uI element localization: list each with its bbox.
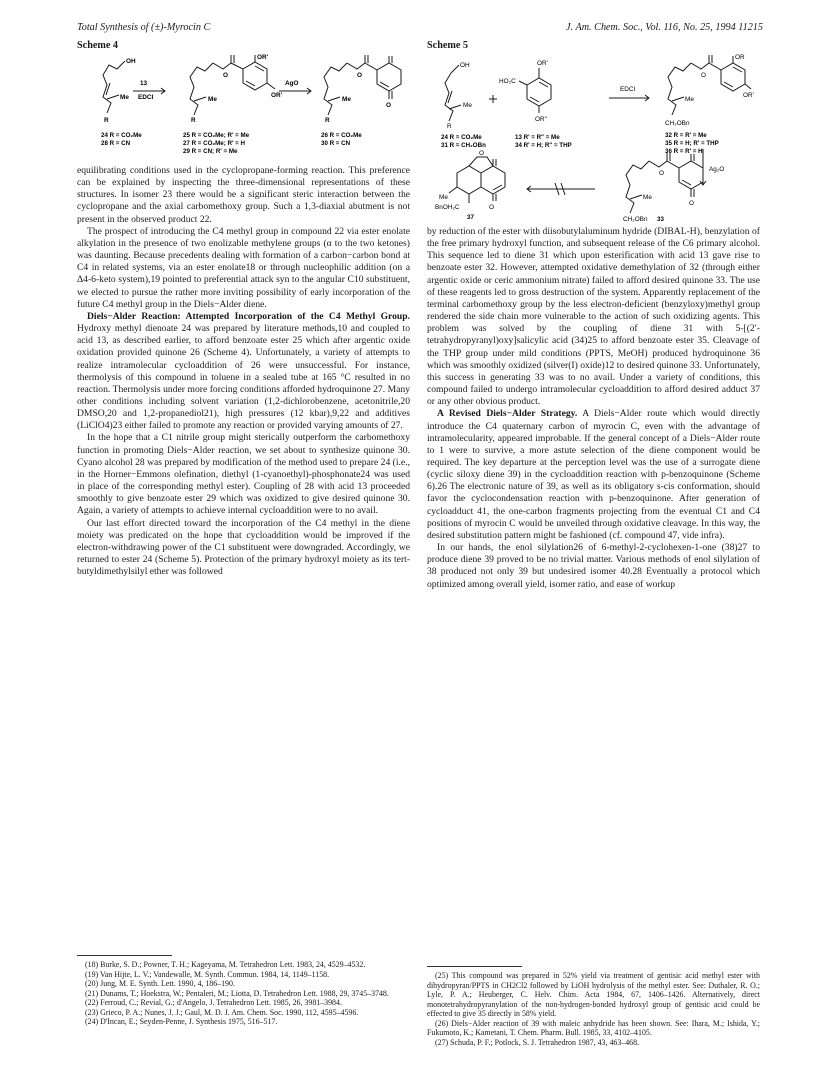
running-title: Total Synthesis of (±)-Myrocin C: [77, 22, 211, 33]
footnote-22: (22) Ferroud, C.; Revial, G.; d'Angelo, J. Tetrahedron Lett. 1985, 26, 3981–3984.: [85, 998, 342, 1007]
scheme5-reagent-edci: EDCI: [620, 86, 636, 93]
svg-text:R: R: [447, 123, 452, 130]
right-paragraph-1: by reduction of the ester with diisobutylaluminum hydride (DIBAL-H), benzylation of the free primary hydroxyl function, and subsequent release of the C6 primary alcohol. This sequence led to diene 31 which upon esterification with acid 13 gave rise to benzoate ester 32. However, attempted oxidative demethylation of 32 (through either argentic oxide or ceric ammonium nitrate) failed to afford desired quinone 33. The use of these reagents led to gross destruction of the system. Apparently replacement of the terminal carbomethoxy group by the less electron-deficient (benzyloxy)methyl group rendered the side chain more vulnerable to the action of such oxidizing agents. This problem was solved by the coupling of diene 31 with 5-[(2′-tetrahydropyranyl)oxy]salicylic acid (34)25 to afford benzoate ester 35. Cleavage of the THP group under mild conditions (PPTS, MeOH) produced hydroquinone 36 which was smoothly oxidized (silver(I) oxide)12 to desired quinone 33. Unfortunately, this success in generating 33 was to no avail. Under a variety of conditions, this compound failed to undergo intramolecular cycloaddition to afford desired adduct 37 or any other obvious product.: [427, 226, 760, 408]
svg-text:O: O: [689, 200, 694, 207]
svg-text:Me: Me: [643, 194, 652, 201]
svg-text:R: R: [104, 117, 109, 124]
svg-text:OR': OR': [743, 92, 754, 99]
svg-text:O: O: [386, 102, 391, 109]
s4-cap-25: 25 R = CO₂Me; R' = Me: [183, 132, 250, 139]
scheme-5-label: Scheme 5: [427, 40, 469, 51]
scheme4-reagent-edci: EDCI: [138, 94, 154, 101]
footnote-24: (24) D'Incan, E.; Seyden-Penne, J. Synthesis 1975, 516–517.: [85, 1017, 278, 1026]
svg-text:OH: OH: [460, 62, 470, 69]
left-body: [77, 165, 410, 578]
right-footnotes: [427, 966, 760, 1047]
journal-citation: J. Am. Chem. Soc., Vol. 116, No. 25, 1994 11215: [566, 22, 763, 33]
s4-cap-26: 26 R = CO₂Me: [321, 132, 362, 139]
left-paragraph-2: The prospect of introducing the C4 methyl group in compound 22 via ester enolate alkylation in the presence of two enolizable methylene groups (α to the two ketones) was daunting. Because precedents dealing with formation of a carbon−carbon bond at C4 in related systems, via an ester enolate18 or through nucleophilic addition (on a Δ4-6-keto system),19 pointed to preferential attack syn to the angular C10 substituent, we elected to pursue the rather more inviting possibility of early incorporation of the future C4 methyl group in the Diels−Alder diene.: [77, 225, 410, 310]
s4-cap-27: 27 R = CO₂Me; R' = H: [183, 140, 245, 147]
footnote-19: (19) Van Hijte, L. V.; Vandewalle, M. Synth. Commun. 1984, 14, 1149–1158.: [85, 969, 330, 979]
svg-text:OR": OR": [535, 116, 547, 123]
svg-text:O: O: [489, 204, 494, 211]
scheme5-reagent-ag2o: Ag₂O: [709, 166, 725, 173]
section-heading-dielsalder: Diels−Alder Reaction: Attempted Incorporation of the C4 Methyl Group.: [87, 310, 410, 322]
right-paragraph-3: In our hands, the enol silylation26 of 6-methyl-2-cyclohexen-1-one (38)27 to produce diene 39 proved to be no trivial matter. Various methods of enol silylation of 38 produced not only 39 but undesired isomer 40.28 Eventually a protocol which optimized among overall yield, isomer ratio, and ease of workup: [427, 542, 760, 590]
svg-text:R: R: [191, 117, 196, 124]
svg-text:CH₂OBn: CH₂OBn: [623, 216, 648, 223]
right-paragraph-2-text: A Diels−Alder route which would directly introduce the C4 quaternary carbon of myrocin C, even with the advantage of intramolecularity, appeared improbable. If the general concept of a Diels−Alder route to 1 were to survive, a more astute selection of the diene component would be required. The key departure at the perception level was the use of a surrogate diene (cyclic siloxy diene 39) in the cycloaddition reaction with p-benzoquinone (Scheme 6).26 The electronic nature of 39, as well as its obligatory s-cis conformation, should favor the cyclocondensation reaction with p-benzoquinone. After generation of cycloadduct 41, the one-carbon fragments projecting from the eventual C1 and C4 positions of myrocin C would be unveiled through oxidative cleavage. In this way, the desired substitution pattern might be fashioned (cf. compound 47, vide infra).: [427, 408, 761, 541]
svg-text:Me: Me: [685, 96, 694, 103]
scheme-4: [77, 53, 410, 161]
footnote-rule-right: [427, 966, 522, 967]
s4-cap-28: 28 R = CN: [101, 140, 131, 147]
s5-cap-35: 35 R = H; R' = THP: [665, 140, 719, 147]
s5-cap-13: 13 R' = R" = Me: [515, 134, 560, 141]
svg-text:BnOH₂C: BnOH₂C: [435, 204, 460, 211]
scheme-4-drawing: [77, 53, 410, 161]
left-paragraph-1: equilibrating conditions used in the cyclopropane-forming reaction. This preference can be explained by inspecting the three-dimensional representations of these structures. In isomer 23 there would be a significant steric interaction between the cyclopropane and the axial carbomethoxy group. Such a 1,3-diaxial abutment is not present in the observed product 22.: [77, 165, 410, 225]
svg-text:OR': OR': [271, 92, 283, 99]
scheme4-reagent-13: 13: [140, 80, 148, 87]
svg-text:OR': OR': [257, 54, 269, 61]
svg-text:Me: Me: [439, 194, 448, 201]
s5-cap-36: 36 R = R' = H: [665, 148, 703, 155]
s4-cap-24: 24 R = CO₂Me: [101, 132, 142, 139]
s5-cap-31: 31 R = CH₂OBn: [441, 142, 486, 149]
svg-text:Me: Me: [342, 96, 351, 103]
right-paragraph-2: [427, 408, 760, 542]
running-head: [77, 22, 763, 36]
left-paragraph-4: In the hope that a C1 nitrile group might sterically outperform the carbomethoxy function in promoting Diels−Alder reaction, we set about to synthesize quinone 30. Cyano alcohol 28 was prepared by modification of the method used to prepare 24 (i.e., in the Horner−Emmons olefination, diethyl (1-cyanoethyl)-phosphonate24 was used in place of the corresponding methyl ester). Coupling of 28 with acid 13 proceeded smoothly to give benzoate ester 29 which was oxidized to give desired quinone 30. Again, a variety of attempts to achieve internal cycloaddition were to no avail.: [77, 432, 410, 517]
svg-text:O: O: [357, 72, 362, 79]
footnote-20: (20) Jung, M. E. Synth. Lett. 1990, 4, 186–190.: [85, 979, 235, 988]
right-body: [427, 226, 760, 591]
left-footnotes: [77, 955, 410, 1027]
left-column: [77, 40, 410, 578]
footnote-21: (21) Dunams, T.; Hoekstra, W.; Pentaleri, M.; Liotta, D. Tetrahedron Lett. 1988, 29, 3745–3748.: [85, 988, 389, 998]
s5-cap-33: 33: [657, 216, 664, 223]
svg-text:Me: Me: [463, 102, 472, 109]
footnote-25: (25) This compound was prepared in 52% yield via treatment of gentisic acid methyl ester with dihydropyran/PPTS in CH2Cl2 followed by LiOH hydrolysis of the methyl ester. See: Duthaler, R. O.; Lyle, P. A.; Heuberger, C. Helv. Chim. Acta 1984, 67, 1406–1426. Alternatively, direct monotetrahydropyranylation of the non-hydrogen-bonded hydroxyl group of gentisic acid could be effected to give 35 directly in 58% yield.: [427, 971, 760, 1018]
left-paragraph-5: Our last effort directed toward the incorporation of the C4 methyl in the diene moiety was predicated on the hope that cycloaddition would be improved if the electron-withdrawing power of the C1 substituent were downgraded. Accordingly, we returned to ester 24 (Scheme 5). Protection of the primary hydroxyl moiety as its tert-butyldimethylsilyl ether was followed: [77, 517, 410, 578]
svg-text:R: R: [325, 117, 330, 124]
scheme4-reagent-ago: AgO: [285, 80, 299, 87]
scheme-4-label: Scheme 4: [77, 40, 119, 51]
s5-cap-24: 24 R = CO₂Me: [441, 134, 482, 141]
s5-cap-34: 34 R' = H; R" = THP: [515, 142, 572, 149]
s5-cap-37: 37: [467, 214, 474, 221]
svg-text:Me: Me: [120, 94, 129, 101]
left-paragraph-3: [77, 311, 410, 433]
left-paragraph-3-text: Hydroxy methyl dienoate 24 was prepared by literature methods,10 and coupled to acid 13, as described earlier, to afford benzoate ester 25 which after argentic oxide oxidation provided quinone 26 (Scheme 4). Unfortunately, a variety of attempts to realize intramolecular cycloaddition of 26 were unsuccessful. For instance, thermolysis of this compound in toluene in a sealed tube at 165 °C resulted in no reaction. Thermolysis under more forcing conditions afforded hydroquinone 27. Many other conditions including solvent variation (1,2-dichlorobenzene, acetonitrile,20 DMSO,20 and 1,2-propanediol21), high pressures (12 kbar),9,22 and additives (LiClO4)23 either failed to promote any reaction or provided varying amounts of 27.: [77, 323, 410, 432]
footnote-23: (23) Grieco, P. A.; Nunes, J. J.; Gaul, M. D. J. Am. Chem. Soc. 1990, 112, 4595–4596.: [85, 1007, 359, 1017]
footnote-rule: [77, 955, 172, 956]
svg-text:OH: OH: [126, 58, 136, 65]
svg-text:O: O: [223, 72, 228, 79]
svg-text:Me: Me: [208, 96, 217, 103]
s5-cap-32: 32 R = R' = Me: [665, 132, 707, 139]
s4-cap-29: 29 R = CN; R' = Me: [183, 148, 238, 155]
footnote-26: (26) Diels−Alder reaction of 39 with maleic anhydride has been shown. See: Ihara, M.; Ishida, Y.; Fukumoto, K.; Kametani, T. Chem. Pharm. Bull. 1985, 33, 4102–4105.: [427, 1018, 760, 1037]
svg-text:O: O: [701, 72, 706, 79]
section-heading-revised: A Revised Diels−Alder Strategy.: [437, 408, 578, 420]
svg-text:OR: OR: [735, 54, 745, 61]
s4-cap-30: 30 R = CN: [321, 140, 351, 147]
svg-text:O: O: [659, 170, 664, 177]
svg-text:CH₂OBn: CH₂OBn: [665, 120, 690, 127]
svg-text:HO₂C: HO₂C: [499, 78, 516, 85]
footnote-18: (18) Burke, S. D.; Powner, T. H.; Kageyama, M. Tetrahedron Lett. 1983, 24, 4529–4532.: [85, 960, 366, 969]
footnote-27: (27) Schuda, P. F.; Potlock, S. J. Tetrahedron 1987, 43, 463–468.: [435, 1037, 640, 1047]
svg-text:O: O: [479, 150, 484, 157]
svg-text:OR': OR': [537, 60, 548, 67]
